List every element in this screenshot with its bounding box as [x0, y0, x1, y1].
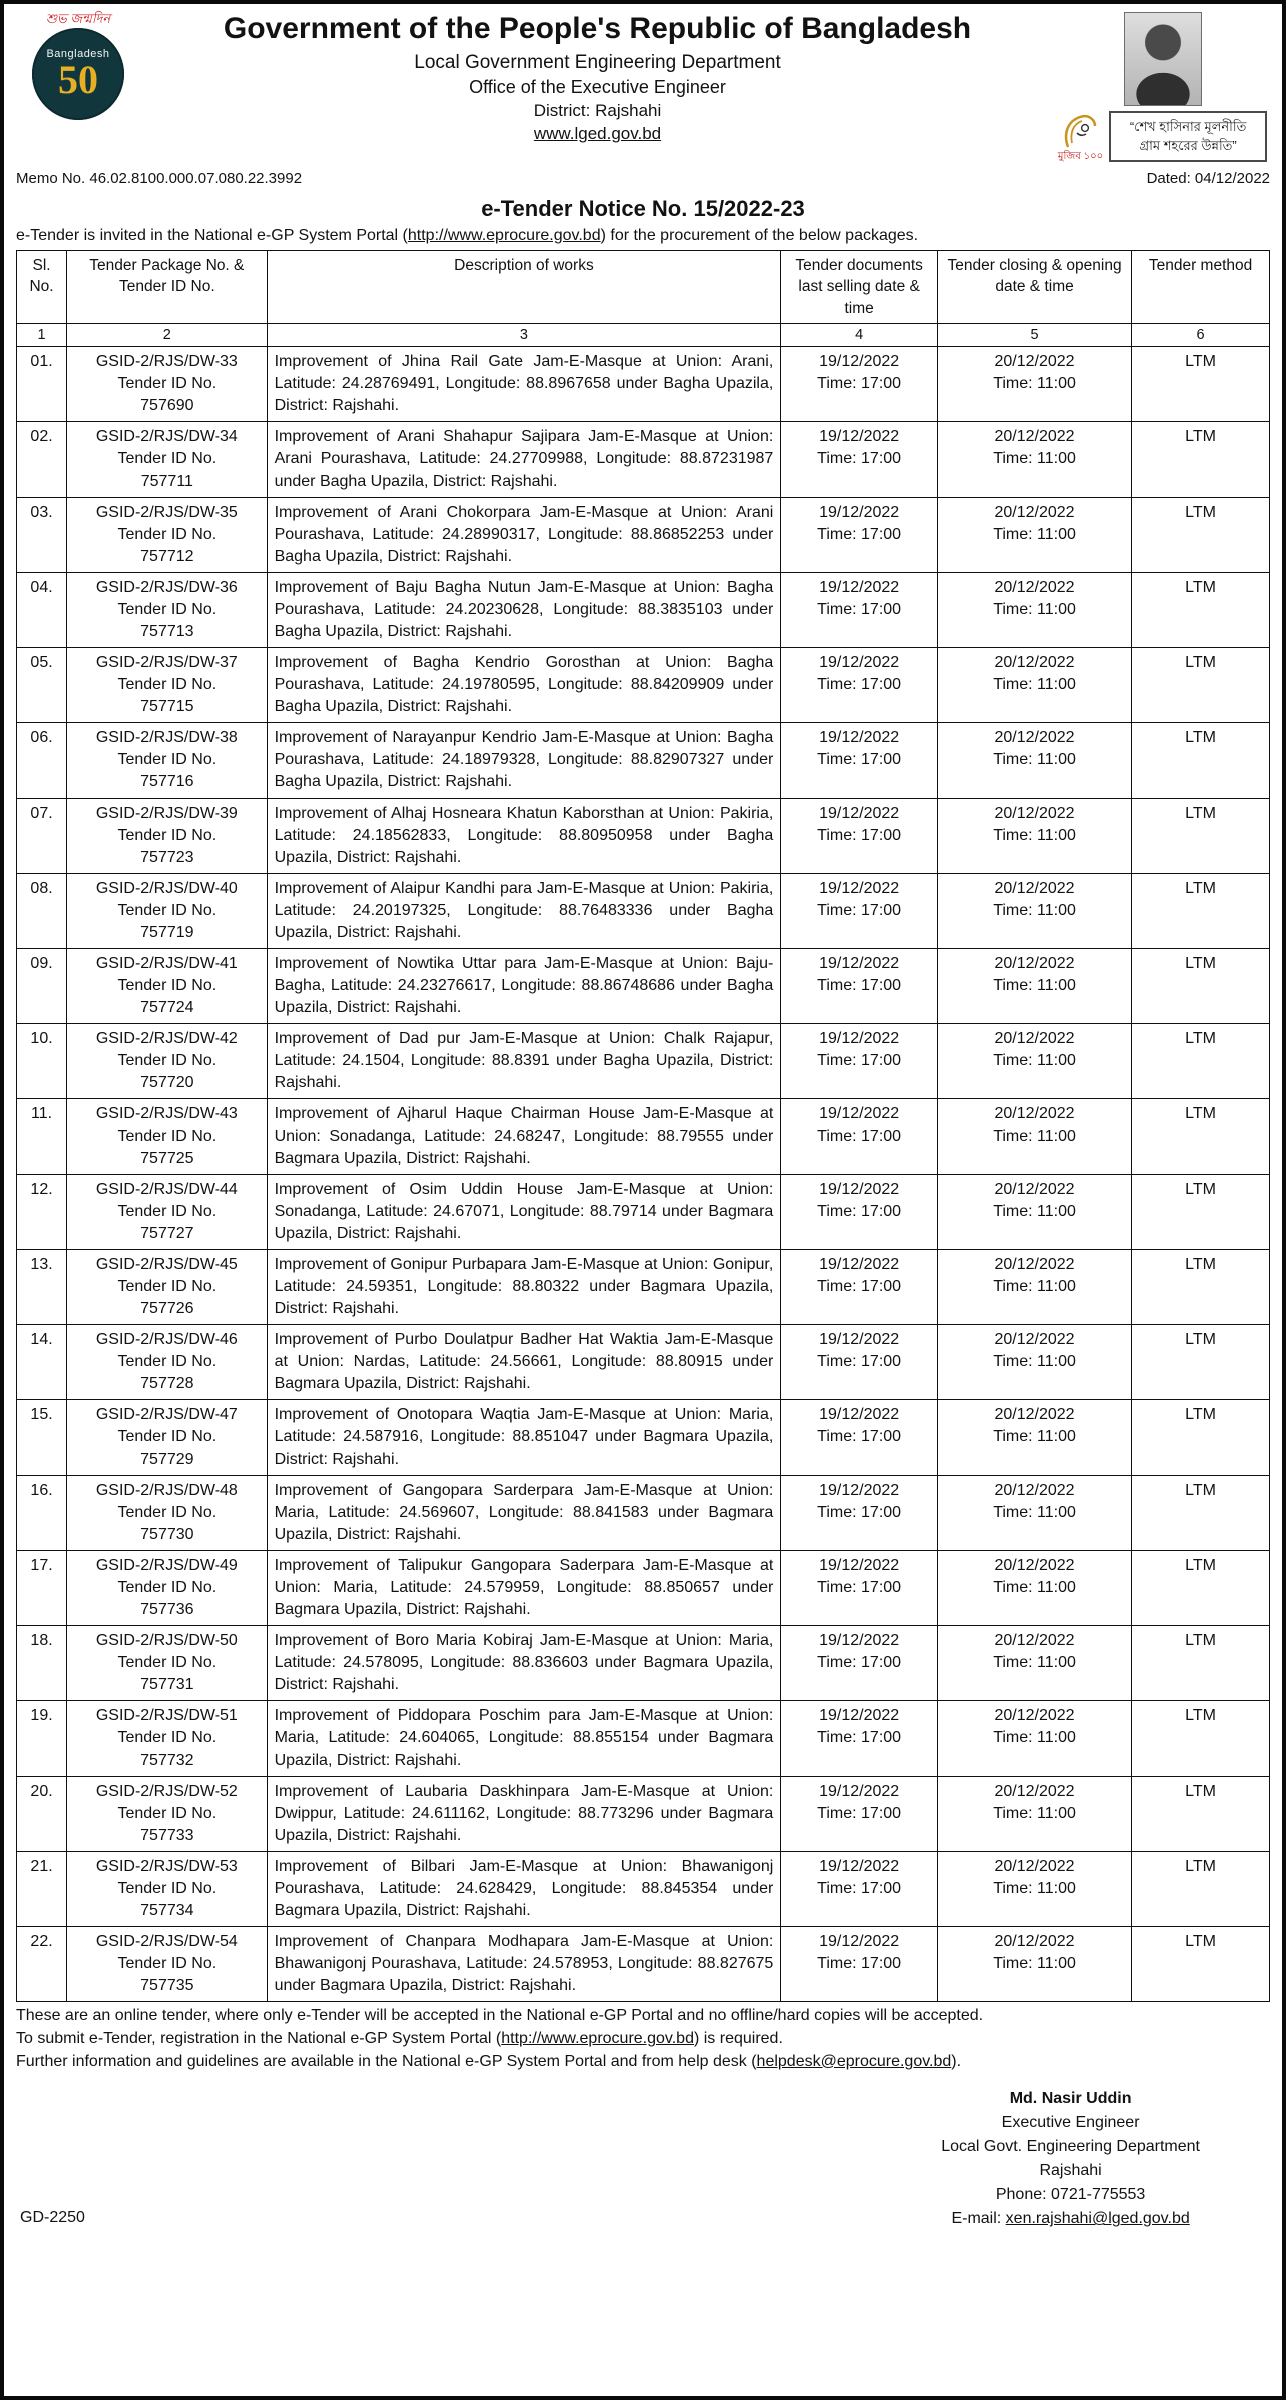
col-header-closing-date: Tender closing & opening date & time — [937, 251, 1131, 324]
closing-date-cell: 20/12/2022 Time: 11:00 — [937, 347, 1131, 422]
package-cell: GSID-2/RJS/DW-35 Tender ID No. 757712 — [67, 497, 267, 572]
selling-date-cell: 19/12/2022 Time: 17:00 — [781, 347, 938, 422]
note-line — [16, 2005, 1270, 2028]
selling-date-cell: 19/12/2022 Time: 17:00 — [781, 572, 938, 647]
closing-date-cell: 20/12/2022 Time: 11:00 — [937, 1776, 1131, 1851]
intro-text-pre: e-Tender is invited in the National e-GP System Portal ( — [16, 227, 408, 244]
closing-date-cell: 20/12/2022 Time: 11:00 — [937, 1927, 1131, 2002]
table-header-row — [17, 251, 1270, 324]
package-cell: GSID-2/RJS/DW-48 Tender ID No. 757730 — [67, 1475, 267, 1550]
description-cell: Improvement of Purbo Doulatpur Badher Hat Waktia Jam-E-Masque at Union: Nardas, Latitude: 24.56661, Longitude: 88.80915 under Bagmara Upazila, District: Rajshahi. — [267, 1325, 781, 1400]
description-cell: Improvement of Chanpara Modhapara Jam-E-Masque at Union: Bhawanigonj Pourashava, Latitude: 24.578953, Longitude: 88.827675 under Bagmara Upazila, District: Rajshahi. — [267, 1927, 781, 2002]
description-cell: Improvement of Ajharul Haque Chairman House Jam-E-Masque at Union: Sonadanga, Latitude: 24.68247, Longitude: 88.79555 under Bagmara Upazila, District: Rajshahi. — [267, 1099, 781, 1174]
package-cell: GSID-2/RJS/DW-44 Tender ID No. 757727 — [67, 1174, 267, 1249]
note-text: ). — [951, 2052, 962, 2070]
description-cell: Improvement of Boro Maria Kobiraj Jam-E-Masque at Union: Maria, Latitude: 24.578095, Longitude: 88.836603 under Bagmara Upazila, District: Rajshahi. — [267, 1626, 781, 1701]
col-header-sl: Sl. No. — [17, 251, 67, 324]
package-cell: GSID-2/RJS/DW-43 Tender ID No. 757725 — [67, 1099, 267, 1174]
sl-cell: 19. — [17, 1701, 67, 1776]
sl-cell: 02. — [17, 422, 67, 497]
method-cell: LTM — [1132, 1024, 1270, 1099]
description-cell: Improvement of Laubaria Daskhinpara Jam-E-Masque at Union: Dwippur, Latitude: 24.611162, Longitude: 88.773296 under Bagmara Upazila, District: Rajshahi. — [267, 1776, 781, 1851]
closing-date-cell: 20/12/2022 Time: 11:00 — [937, 1851, 1131, 1926]
signatory-department: Local Govt. Engineering Department — [941, 2138, 1200, 2156]
description-cell: Improvement of Osim Uddin House Jam-E-Masque at Union: Sonadanga, Latitude: 24.67071, Longitude: 88.79714 under Bagmara Upazila, District: Rajshahi. — [267, 1174, 781, 1249]
package-cell: GSID-2/RJS/DW-41 Tender ID No. 757724 — [67, 949, 267, 1024]
table-row — [17, 723, 1270, 798]
method-cell: LTM — [1132, 723, 1270, 798]
package-cell: GSID-2/RJS/DW-47 Tender ID No. 757729 — [67, 1400, 267, 1475]
table-row — [17, 1249, 1270, 1324]
description-cell: Improvement of Alhaj Hosneara Khatun Kaborsthan at Union: Pakiria, Latitude: 24.18562833, Longitude: 88.80950958 under Bagha Upazila, District: Rajshahi. — [267, 798, 781, 873]
description-cell: Improvement of Bilbari Jam-E-Masque at Union: Bhawanigonj Pourashava, Latitude: 24.628429, Longitude: 88.845354 under Bagmara Upazila, District: Rajshahi. — [267, 1851, 781, 1926]
email-label: E-mail: — [951, 2210, 1006, 2228]
table-row — [17, 1550, 1270, 1625]
selling-date-cell: 19/12/2022 Time: 17:00 — [781, 723, 938, 798]
signatory-name: Md. Nasir Uddin — [1009, 2090, 1132, 2108]
method-cell: LTM — [1132, 1626, 1270, 1701]
sl-cell: 20. — [17, 1776, 67, 1851]
portrait-photo — [1124, 12, 1202, 106]
table-row — [17, 1325, 1270, 1400]
selling-date-cell: 19/12/2022 Time: 17:00 — [781, 648, 938, 723]
closing-date-cell: 20/12/2022 Time: 11:00 — [937, 1626, 1131, 1701]
method-cell: LTM — [1132, 1400, 1270, 1475]
col-header-method: Tender method — [1132, 251, 1270, 324]
sl-cell: 12. — [17, 1174, 67, 1249]
col-num-5: 5 — [937, 324, 1131, 347]
selling-date-cell: 19/12/2022 Time: 17:00 — [781, 949, 938, 1024]
method-cell: LTM — [1132, 1776, 1270, 1851]
table-row — [17, 1851, 1270, 1926]
table-row — [17, 422, 1270, 497]
col-num-4: 4 — [781, 324, 938, 347]
table-row — [17, 798, 1270, 873]
closing-date-cell: 20/12/2022 Time: 11:00 — [937, 1024, 1131, 1099]
eprocure-portal-link[interactable]: http://www.eprocure.gov.bd — [407, 227, 601, 244]
signature-block — [941, 2087, 1200, 2231]
header-center-block — [140, 10, 1055, 144]
logo-50-number: 50 — [58, 57, 98, 103]
note-text: To submit e-Tender, registration in the National e-GP System Portal ( — [16, 2030, 502, 2047]
package-cell: GSID-2/RJS/DW-38 Tender ID No. 757716 — [67, 723, 267, 798]
sl-cell: 17. — [17, 1550, 67, 1625]
sl-cell: 07. — [17, 798, 67, 873]
intro-line — [16, 227, 1270, 245]
method-cell: LTM — [1132, 1174, 1270, 1249]
sl-cell: 15. — [17, 1400, 67, 1475]
method-cell: LTM — [1132, 1249, 1270, 1324]
sl-cell: 14. — [17, 1325, 67, 1400]
sl-cell: 06. — [17, 723, 67, 798]
department-name: Local Government Engineering Department — [414, 51, 781, 73]
package-cell: GSID-2/RJS/DW-52 Tender ID No. 757733 — [67, 1776, 267, 1851]
table-row — [17, 1400, 1270, 1475]
table-row — [17, 1475, 1270, 1550]
logo-script-text: শুভ জন্মদিন — [45, 11, 111, 26]
government-title: Government of the People's Republic of Bangladesh — [223, 12, 972, 45]
helpdesk-email-link[interactable]: helpdesk@eprocure.gov.bd — [756, 2052, 952, 2070]
package-cell: GSID-2/RJS/DW-33 Tender ID No. 757690 — [67, 347, 267, 422]
col-header-description: Description of works — [267, 251, 781, 324]
sl-cell: 11. — [17, 1099, 67, 1174]
description-cell: Improvement of Dad pur Jam-E-Masque at Union: Chalk Rajapur, Latitude: 24.1504, Longitude: 88.8391 under Bagha Upazila, District: Rajshahi. — [267, 1024, 781, 1099]
closing-date-cell: 20/12/2022 Time: 11:00 — [937, 873, 1131, 948]
logo-country-label: Bangladesh — [46, 48, 110, 61]
bangladesh-50-years-logo — [16, 10, 140, 120]
sl-cell: 18. — [17, 1626, 67, 1701]
office-name: Office of the Executive Engineer — [469, 76, 726, 97]
package-cell: GSID-2/RJS/DW-51 Tender ID No. 757732 — [67, 1701, 267, 1776]
closing-date-cell: 20/12/2022 Time: 11:00 — [937, 949, 1131, 1024]
closing-date-cell: 20/12/2022 Time: 11:00 — [937, 1325, 1131, 1400]
selling-date-cell: 19/12/2022 Time: 17:00 — [781, 1701, 938, 1776]
col-header-selling-date: Tender documents last selling date & time — [781, 251, 938, 324]
mujib-100-logo — [1058, 111, 1103, 162]
closing-date-cell: 20/12/2022 Time: 11:00 — [937, 1174, 1131, 1249]
sl-cell: 03. — [17, 497, 67, 572]
method-cell: LTM — [1132, 1550, 1270, 1625]
intro-text-post: ) for the procurement of the below packages. — [600, 227, 919, 244]
description-cell: Improvement of Talipukur Gangopara Saderpara Jam-E-Masque at Union: Maria, Latitude: 24.579959, Longitude: 88.850657 under Bagmara Upazila, District: Rajshahi. — [267, 1550, 781, 1625]
package-cell: GSID-2/RJS/DW-45 Tender ID No. 757726 — [67, 1249, 267, 1324]
description-cell: Improvement of Bagha Kendrio Gorosthan at Union: Bagha Pourashava, Latitude: 24.19780595, Longitude: 88.84209909 under Bagha Upazila, District: Rajshahi. — [267, 648, 781, 723]
header-right-block — [1055, 10, 1270, 162]
note-text: These are an online tender, where only e-Tender will be accepted in the National e-GP Portal and no offline/hard copies will be accepted. — [16, 2007, 984, 2025]
tender-table-body — [17, 347, 1270, 2002]
selling-date-cell: 19/12/2022 Time: 17:00 — [781, 1400, 938, 1475]
description-cell: Improvement of Arani Shahapur Sajipara Jam-E-Masque at Union: Arani Pourashava, Latitude: 24.27709988, Longitude: 88.87231987 under Bagha Upazila, District: Rajshahi. — [267, 422, 781, 497]
footer-notes — [16, 2005, 1270, 2073]
description-cell: Improvement of Nowtika Uttar para Jam-E-Masque at Union: Baju-Bagha, Latitude: 24.23276617, Longitude: 88.86748686 under Bagha Upazila, District: Rajshahi. — [267, 949, 781, 1024]
document-header — [16, 10, 1270, 162]
selling-date-cell: 19/12/2022 Time: 17:00 — [781, 1325, 938, 1400]
description-cell: Improvement of Arani Chokorpara Jam-E-Masque at Union: Arani Pourashava, Latitude: 24.28990317, Longitude: 88.86852253 under Bagha Upazila, District: Rajshahi. — [267, 497, 781, 572]
table-row — [17, 497, 1270, 572]
col-num-1: 1 — [17, 324, 67, 347]
description-cell: Improvement of Baju Bagha Nutun Jam-E-Masque at Union: Bagha Pourashava, Latitude: 24.20230628, Longitude: 88.3835103 under Bagha Upazila, District: Rajshahi. — [267, 572, 781, 647]
method-cell: LTM — [1132, 1325, 1270, 1400]
table-row — [17, 873, 1270, 948]
selling-date-cell: 19/12/2022 Time: 17:00 — [781, 1927, 938, 2002]
package-cell: GSID-2/RJS/DW-39 Tender ID No. 757723 — [67, 798, 267, 873]
selling-date-cell: 19/12/2022 Time: 17:00 — [781, 1626, 938, 1701]
description-cell: Improvement of Narayanpur Kendrio Jam-E-Masque at Union: Bagha Pourashava, Latitude: 24.18979328, Longitude: 88.82907327 under Bagha Upazila, District: Rajshahi. — [267, 723, 781, 798]
sl-cell: 04. — [17, 572, 67, 647]
gd-number: GD-2250 — [20, 2209, 85, 2227]
slogan-line-2: গ্রাম শহরের উন্নতি” — [1139, 137, 1237, 153]
closing-date-cell: 20/12/2022 Time: 11:00 — [937, 1249, 1131, 1324]
selling-date-cell: 19/12/2022 Time: 17:00 — [781, 422, 938, 497]
package-cell: GSID-2/RJS/DW-50 Tender ID No. 757731 — [67, 1626, 267, 1701]
method-cell: LTM — [1132, 422, 1270, 497]
selling-date-cell: 19/12/2022 Time: 17:00 — [781, 1851, 938, 1926]
method-cell: LTM — [1132, 1475, 1270, 1550]
method-cell: LTM — [1132, 1927, 1270, 2002]
selling-date-cell: 19/12/2022 Time: 17:00 — [781, 1099, 938, 1174]
method-cell: LTM — [1132, 648, 1270, 723]
description-cell: Improvement of Onotopara Waqtia Jam-E-Masque at Union: Maria, Latitude: 24.587916, Longitude: 88.851047 under Bagmara Upazila, District: Rajshahi. — [267, 1400, 781, 1475]
sl-cell: 16. — [17, 1475, 67, 1550]
selling-date-cell: 19/12/2022 Time: 17:00 — [781, 798, 938, 873]
closing-date-cell: 20/12/2022 Time: 11:00 — [937, 648, 1131, 723]
district-line: District: Rajshahi — [533, 100, 662, 120]
selling-date-cell: 19/12/2022 Time: 17:00 — [781, 1174, 938, 1249]
mujib-logo-caption: মুজিব ১০০ — [1057, 151, 1104, 162]
sl-cell: 05. — [17, 648, 67, 723]
note-text: Further information and guidelines are available in the National e-GP System Portal and from help desk ( — [16, 2052, 757, 2070]
memo-number: Memo No. 46.02.8100.000.07.080.22.3992 — [16, 170, 303, 187]
note-text: ) is required. — [693, 2030, 783, 2047]
selling-date-cell: 19/12/2022 Time: 17:00 — [781, 497, 938, 572]
table-row — [17, 572, 1270, 647]
eprocure-portal-link[interactable]: http://www.eprocure.gov.bd — [501, 2030, 694, 2047]
dated-line: Dated: 04/12/2022 — [1146, 170, 1270, 187]
signatory-title: Executive Engineer — [1001, 2114, 1140, 2132]
closing-date-cell: 20/12/2022 Time: 11:00 — [937, 422, 1131, 497]
description-cell: Improvement of Gangopara Sarderpara Jam-E-Masque at Union: Maria, Latitude: 24.569607, Longitude: 88.841583 under Bagmara Upazila, District: Rajshahi. — [267, 1475, 781, 1550]
package-cell: GSID-2/RJS/DW-42 Tender ID No. 757720 — [67, 1024, 267, 1099]
package-cell: GSID-2/RJS/DW-49 Tender ID No. 757736 — [67, 1550, 267, 1625]
table-row — [17, 1701, 1270, 1776]
tender-table — [16, 250, 1270, 2002]
method-cell: LTM — [1132, 1851, 1270, 1926]
closing-date-cell: 20/12/2022 Time: 11:00 — [937, 798, 1131, 873]
signatory-email-line — [941, 2207, 1200, 2231]
closing-date-cell: 20/12/2022 Time: 11:00 — [937, 1475, 1131, 1550]
col-num-3: 3 — [267, 324, 781, 347]
package-cell: GSID-2/RJS/DW-53 Tender ID No. 757734 — [67, 1851, 267, 1926]
package-cell: GSID-2/RJS/DW-37 Tender ID No. 757715 — [67, 648, 267, 723]
sl-cell: 22. — [17, 1927, 67, 2002]
notice-title: e-Tender Notice No. 15/2022-23 — [481, 196, 805, 221]
description-cell: Improvement of Gonipur Purbapara Jam-E-Masque at Union: Gonipur, Latitude: 24.59351, Longitude: 88.80322 under Bagmara Upazila, District: Rajshahi. — [267, 1249, 781, 1324]
method-cell: LTM — [1132, 572, 1270, 647]
table-row — [17, 1927, 1270, 2002]
table-row — [17, 347, 1270, 422]
closing-date-cell: 20/12/2022 Time: 11:00 — [937, 1099, 1131, 1174]
table-row — [17, 1099, 1270, 1174]
method-cell: LTM — [1132, 347, 1270, 422]
logo-circle — [32, 28, 124, 120]
table-row — [17, 648, 1270, 723]
closing-date-cell: 20/12/2022 Time: 11:00 — [937, 1400, 1131, 1475]
closing-date-cell: 20/12/2022 Time: 11:00 — [937, 1550, 1131, 1625]
method-cell: LTM — [1132, 1701, 1270, 1776]
bottom-row — [16, 2087, 1270, 2231]
closing-date-cell: 20/12/2022 Time: 11:00 — [937, 572, 1131, 647]
method-cell: LTM — [1132, 949, 1270, 1024]
description-cell: Improvement of Alaipur Kandhi para Jam-E-Masque at Union: Pakiria, Latitude: 24.20197325, Longitude: 88.76483336 under Bagha Upazila, District: Rajshahi. — [267, 873, 781, 948]
signatory-phone: Phone: 0721-775553 — [995, 2186, 1146, 2204]
method-cell: LTM — [1132, 798, 1270, 873]
selling-date-cell: 19/12/2022 Time: 17:00 — [781, 1475, 938, 1550]
selling-date-cell: 19/12/2022 Time: 17:00 — [781, 1249, 938, 1324]
slogan-box — [1109, 111, 1267, 161]
table-row — [17, 1776, 1270, 1851]
sl-cell: 01. — [17, 347, 67, 422]
sl-cell: 21. — [17, 1851, 67, 1926]
col-num-6: 6 — [1132, 324, 1270, 347]
table-row — [17, 1024, 1270, 1099]
sl-cell: 13. — [17, 1249, 67, 1324]
method-cell: LTM — [1132, 1099, 1270, 1174]
col-header-package: Tender Package No. & Tender ID No. — [67, 251, 267, 324]
note-line — [16, 2028, 1270, 2051]
memo-row — [16, 170, 1270, 187]
mujib-logo-graphic — [1058, 111, 1102, 151]
closing-date-cell: 20/12/2022 Time: 11:00 — [937, 723, 1131, 798]
sl-cell: 09. — [17, 949, 67, 1024]
sl-cell: 08. — [17, 873, 67, 948]
lged-website-link[interactable]: www.lged.gov.bd — [533, 123, 662, 143]
package-cell: GSID-2/RJS/DW-40 Tender ID No. 757719 — [67, 873, 267, 948]
selling-date-cell: 19/12/2022 Time: 17:00 — [781, 1776, 938, 1851]
method-cell: LTM — [1132, 873, 1270, 948]
right-logo-row — [1058, 111, 1267, 162]
xen-email-link[interactable]: xen.rajshahi@lged.gov.bd — [1005, 2210, 1190, 2228]
table-row — [17, 1174, 1270, 1249]
column-number-row — [17, 324, 1270, 347]
table-row — [17, 1626, 1270, 1701]
table-row — [17, 949, 1270, 1024]
package-cell: GSID-2/RJS/DW-46 Tender ID No. 757728 — [67, 1325, 267, 1400]
package-cell: GSID-2/RJS/DW-36 Tender ID No. 757713 — [67, 572, 267, 647]
package-cell: GSID-2/RJS/DW-34 Tender ID No. 757711 — [67, 422, 267, 497]
slogan-line-1: “শেখ হাসিনার মূলনীতি — [1129, 119, 1247, 135]
signatory-district: Rajshahi — [1039, 2162, 1102, 2180]
note-line — [16, 2051, 1270, 2074]
selling-date-cell: 19/12/2022 Time: 17:00 — [781, 1024, 938, 1099]
sl-cell: 10. — [17, 1024, 67, 1099]
description-cell: Improvement of Jhina Rail Gate Jam-E-Masque at Union: Arani, Latitude: 24.28769491, Longitude: 88.8967658 under Bagha Upazila, District: Rajshahi. — [267, 347, 781, 422]
method-cell: LTM — [1132, 497, 1270, 572]
closing-date-cell: 20/12/2022 Time: 11:00 — [937, 497, 1131, 572]
closing-date-cell: 20/12/2022 Time: 11:00 — [937, 1701, 1131, 1776]
selling-date-cell: 19/12/2022 Time: 17:00 — [781, 1550, 938, 1625]
col-num-2: 2 — [67, 324, 267, 347]
package-cell: GSID-2/RJS/DW-54 Tender ID No. 757735 — [67, 1927, 267, 2002]
selling-date-cell: 19/12/2022 Time: 17:00 — [781, 873, 938, 948]
description-cell: Improvement of Piddopara Poschim para Jam-E-Masque at Union: Maria, Latitude: 24.604065, Longitude: 88.855154 under Bagmara Upazila, District: Rajshahi. — [267, 1701, 781, 1776]
